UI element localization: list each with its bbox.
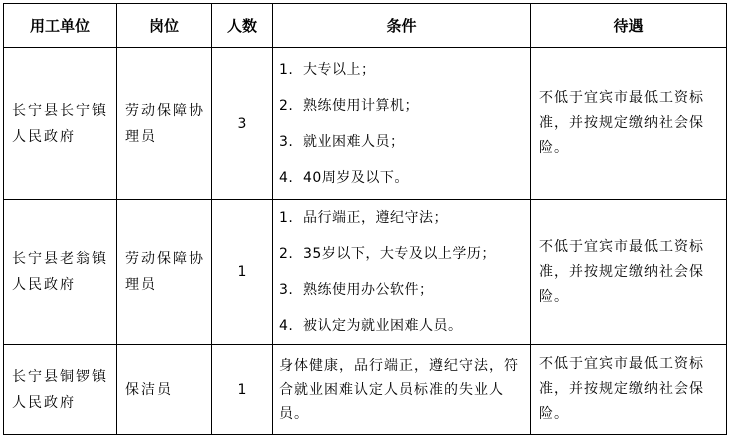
conditions-list xyxy=(279,52,526,196)
unit-cell: 长宁县长宁镇人民政府 xyxy=(4,48,117,200)
table-row xyxy=(4,200,727,345)
post-cell: 保洁员 xyxy=(117,345,212,435)
condition-number: 1. xyxy=(279,61,294,78)
header-count: 人数 xyxy=(212,4,273,48)
header-post: 岗位 xyxy=(117,4,212,48)
condition-number: 2. xyxy=(279,246,294,262)
header-row xyxy=(4,4,727,48)
conditions-list xyxy=(279,200,526,344)
condition-text: 熟练使用办公软件； xyxy=(303,282,434,298)
condition-text: 大专以上； xyxy=(303,61,376,78)
condition-item xyxy=(279,88,526,124)
benefits-cell: 不低于宜宾市最低工资标准，并按规定缴纳社会保险。 xyxy=(531,48,727,200)
conditions-cell xyxy=(273,200,531,345)
conditions-text: 身体健康，品行端正，遵纪守法，符合就业困难认定人员标准的失业人员。 xyxy=(279,357,519,422)
header-conditions: 条件 xyxy=(273,4,531,48)
recruitment-table xyxy=(3,3,727,435)
condition-text: 35岁以下，大专及以上学历； xyxy=(303,246,496,262)
condition-number: 2. xyxy=(279,97,294,114)
condition-text: 品行端正，遵纪守法； xyxy=(303,210,448,226)
count-cell: 3 xyxy=(212,48,273,200)
conditions-cell xyxy=(273,48,531,200)
condition-item xyxy=(279,160,526,196)
post-cell: 劳动保障协理员 xyxy=(117,200,212,345)
table-row xyxy=(4,48,727,200)
condition-text: 就业困难人员； xyxy=(303,133,405,150)
condition-text: 40周岁及以下。 xyxy=(303,169,409,186)
benefits-cell: 不低于宜宾市最低工资标准，并按规定缴纳社会保险。 xyxy=(531,345,727,435)
count-cell: 1 xyxy=(212,200,273,345)
header-unit: 用工单位 xyxy=(4,4,117,48)
condition-item xyxy=(279,124,526,160)
condition-item xyxy=(279,272,526,308)
condition-item xyxy=(279,308,526,344)
count-cell: 1 xyxy=(212,345,273,435)
condition-number: 4. xyxy=(279,169,294,186)
condition-number: 3. xyxy=(279,133,294,150)
condition-number: 4. xyxy=(279,318,294,334)
table-row xyxy=(4,345,727,435)
condition-text: 熟练使用计算机； xyxy=(303,97,419,114)
condition-number: 1. xyxy=(279,210,294,226)
unit-cell: 长宁县铜锣镇人民政府 xyxy=(4,345,117,435)
conditions-cell xyxy=(273,345,531,435)
post-cell: 劳动保障协理员 xyxy=(117,48,212,200)
header-benefits: 待遇 xyxy=(531,4,727,48)
condition-item xyxy=(279,52,526,88)
condition-number: 3. xyxy=(279,282,294,298)
condition-item xyxy=(279,200,526,236)
condition-text: 被认定为就业困难人员。 xyxy=(303,318,463,334)
condition-item xyxy=(279,236,526,272)
benefits-cell: 不低于宜宾市最低工资标准，并按规定缴纳社会保险。 xyxy=(531,200,727,345)
unit-cell: 长宁县老翁镇人民政府 xyxy=(4,200,117,345)
